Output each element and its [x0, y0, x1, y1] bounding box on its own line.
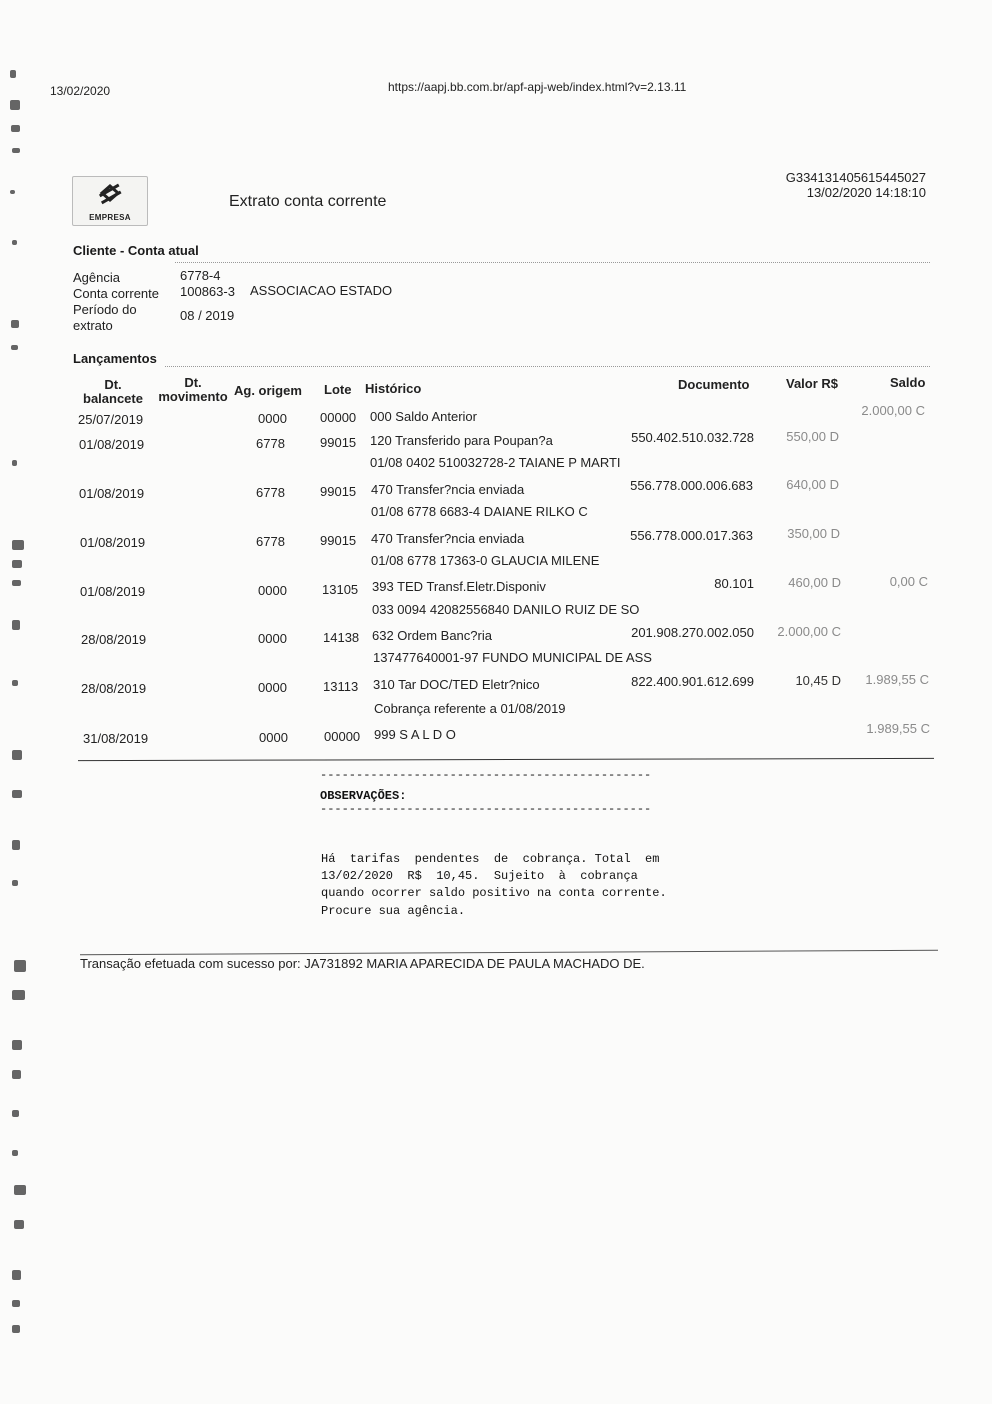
row-valor: 10,45 D [795, 673, 841, 688]
row-historico: 470 Transfer?ncia enviada [371, 531, 525, 546]
conta-value: 100863-3 [180, 284, 235, 299]
row-historico: 632 Ordem Banc?ria [372, 628, 492, 643]
col-header-balancete-line2: balancete [83, 391, 143, 406]
row-valor: 2.000,00 C [777, 624, 841, 639]
obs-line-3: quando ocorrer saldo positivo na conta corrente. [321, 886, 667, 900]
row-ag: 6778 [256, 485, 285, 500]
lancamentos-section-title: Lançamentos [73, 351, 157, 366]
row-detail: 033 0094 42082556840 DANILO RUIZ DE SO [372, 602, 640, 617]
col-header-movimento-line1: Dt. [184, 375, 202, 390]
row-date: 28/08/2019 [81, 681, 147, 696]
row-saldo: 0,00 C [889, 574, 928, 589]
row-lote: 13113 [323, 679, 359, 694]
footer-rule [80, 950, 938, 955]
row-lote: 00000 [324, 729, 361, 744]
row-historico: 120 Transferido para Poupan?a [370, 433, 553, 448]
obs-line-1: Há tarifas pendentes de cobrança. Total em [321, 852, 660, 866]
client-section-title: Cliente - Conta atual [73, 243, 199, 258]
col-header-balancete-line1: Dt. [104, 377, 122, 392]
bank-logo-icon [73, 177, 147, 211]
row-saldo: 2.000,00 C [861, 403, 925, 418]
statement-datetime: 13/02/2020 14:18:10 [806, 185, 926, 200]
row-date: 01/08/2019 [80, 584, 146, 599]
print-url: https://aapj.bb.com.br/apf-apj-web/index.html?v=2.13.11 [388, 80, 687, 94]
lancamentos-rule [165, 366, 930, 367]
row-documento: 550.402.510.032.728 [631, 430, 754, 445]
print-date: 13/02/2020 [50, 84, 111, 98]
row-lote: 14138 [323, 630, 360, 645]
row-valor: 350,00 D [787, 526, 840, 541]
bank-logo [72, 176, 148, 226]
obs-line-4: Procure sua agência. [321, 904, 466, 918]
row-date: 28/08/2019 [81, 632, 147, 647]
page-title: Extrato conta corrente [229, 193, 387, 210]
obs-dashes-bottom: ---------------------------------------------- [320, 802, 652, 816]
row-ag: 6778 [256, 436, 285, 451]
col-header-historico: Histórico [365, 381, 422, 396]
periodo-label-2: extrato [73, 318, 113, 333]
row-ag: 0000 [258, 411, 287, 426]
row-historico: 000 Saldo Anterior [370, 409, 477, 424]
obs-label: OBSERVAÇÕES: [320, 789, 407, 803]
statement-code: G334131405615445027 [785, 170, 926, 185]
row-documento: 556.778.000.017.363 [630, 528, 753, 543]
row-ag: 0000 [258, 680, 287, 695]
client-rule [175, 262, 930, 263]
row-detail: 137477640001-97 FUNDO MUNICIPAL DE ASS [373, 650, 652, 665]
agencia-label: Agência [73, 270, 120, 285]
row-date: 01/08/2019 [80, 535, 146, 550]
col-header-valor: Valor R$ [786, 376, 839, 391]
conta-name: ASSOCIACAO ESTADO [250, 283, 393, 298]
col-header-movimento-line2: movimento [158, 389, 228, 404]
row-documento: 201.908.270.002.050 [631, 625, 754, 640]
row-ag: 0000 [258, 631, 287, 646]
row-valor: 550,00 D [786, 429, 839, 444]
row-documento: 556.778.000.006.683 [630, 478, 753, 493]
row-valor: 460,00 D [788, 575, 841, 590]
col-header-movimento [155, 376, 231, 404]
footer-text: Transação efetuada com sucesso por: JA731892 MARIA APARECIDA DE PAULA MACHADO DE. [80, 956, 645, 971]
logo-label: EMPRESA [89, 213, 131, 222]
row-saldo: 1.989,55 C [866, 721, 930, 736]
row-date: 31/08/2019 [83, 731, 149, 746]
periodo-label-1: Período do [73, 302, 137, 317]
row-date: 01/08/2019 [79, 437, 145, 452]
row-lote: 00000 [320, 410, 357, 425]
row-historico: 393 TED Transf.Eletr.Disponiv [372, 579, 546, 594]
statement-meta [786, 170, 926, 200]
row-valor: 640,00 D [786, 477, 839, 492]
row-detail: 01/08 6778 6683-4 DAIANE RILKO C [371, 504, 588, 519]
row-date: 01/08/2019 [79, 486, 145, 501]
row-detail: 01/08 6778 17363-0 GLAUCIA MILENE [371, 553, 600, 568]
row-date: 25/07/2019 [78, 412, 144, 427]
col-header-saldo: Saldo [890, 375, 926, 390]
row-lote: 99015 [320, 484, 357, 499]
agencia-value: 6778-4 [180, 268, 221, 283]
col-header-lote: Lote [324, 382, 352, 397]
col-header-balancete [83, 378, 143, 406]
conta-label: Conta corrente [73, 286, 159, 301]
row-lote: 99015 [320, 533, 357, 548]
row-historico: 310 Tar DOC/TED Eletr?nico [373, 677, 540, 692]
row-detail: 01/08 0402 510032728-2 TAIANE P MARTI [370, 455, 621, 470]
scan-edge-marks [0, 0, 40, 1404]
row-lote: 99015 [320, 435, 357, 450]
row-documento: 80.101 [714, 576, 754, 591]
row-ag: 6778 [256, 534, 285, 549]
row-lote: 13105 [322, 582, 359, 597]
col-header-ag-origem: Ag. origem [234, 383, 302, 398]
obs-line-2: 13/02/2020 R$ 10,45. Sujeito à cobrança [321, 869, 638, 883]
row-historico: 999 S A L D O [374, 727, 456, 742]
obs-dashes-top: ---------------------------------------------- [320, 768, 652, 782]
col-header-documento: Documento [678, 377, 750, 392]
table-bottom-rule [78, 758, 934, 761]
row-saldo: 1.989,55 C [865, 672, 929, 687]
row-documento: 822.400.901.612.699 [631, 674, 754, 689]
periodo-value: 08 / 2019 [180, 308, 235, 323]
row-detail: Cobrança referente a 01/08/2019 [374, 701, 566, 716]
row-ag: 0000 [259, 730, 288, 745]
row-historico: 470 Transfer?ncia enviada [371, 482, 525, 497]
row-ag: 0000 [258, 583, 287, 598]
